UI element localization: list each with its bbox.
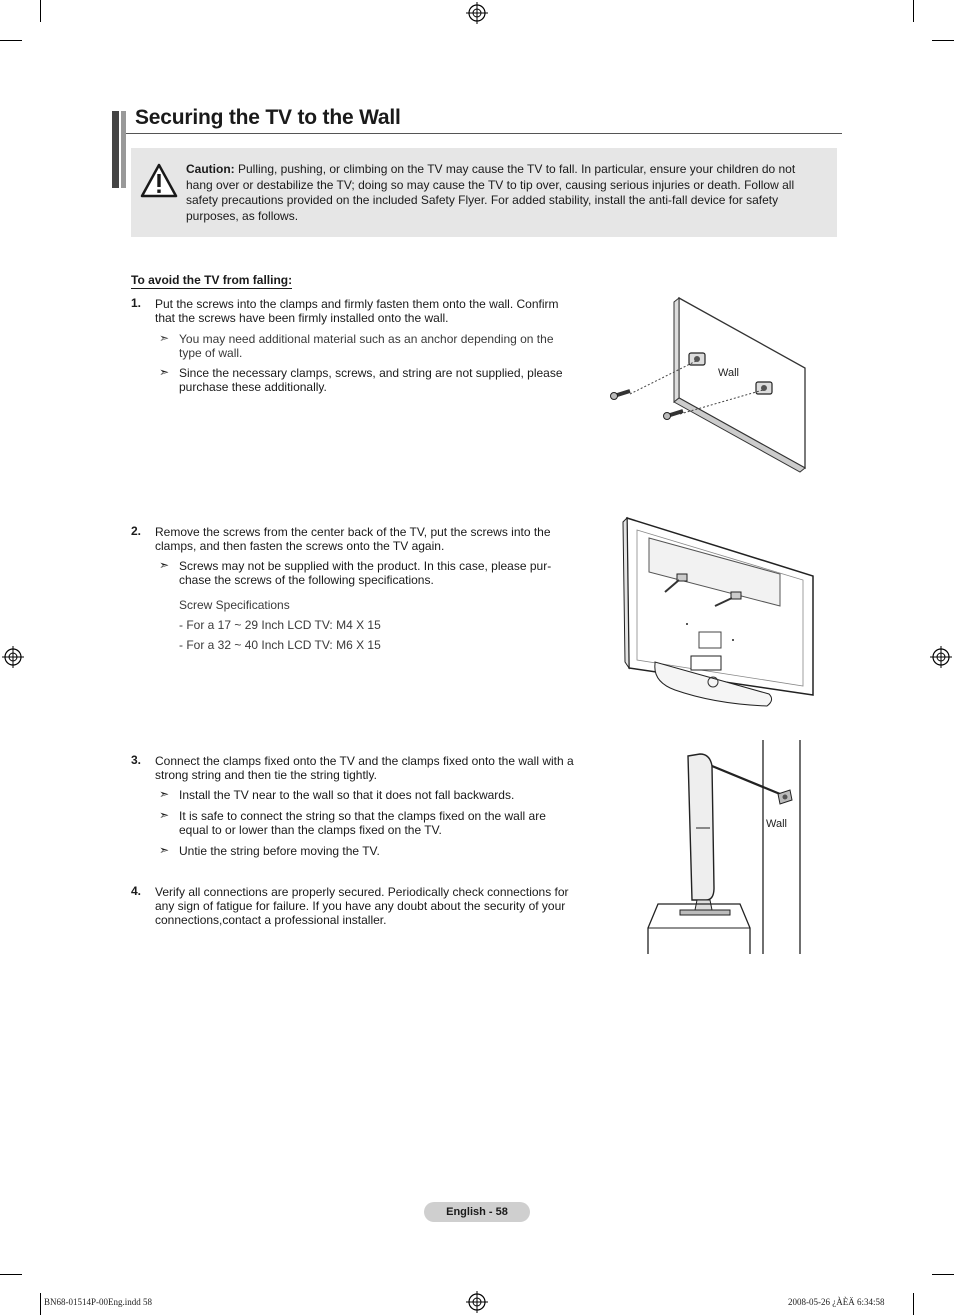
registration-mark-icon: [466, 2, 488, 24]
crop-mark: [0, 1274, 22, 1275]
screw-icon: [611, 391, 631, 400]
step-number: 1.: [131, 296, 142, 310]
note-arrow-icon: ➣: [159, 808, 170, 822]
step-text: Connect the clamps fixed onto the TV and the clamps fixed onto the wall with a strong string and then tie the string tightly.: [155, 754, 574, 782]
wall-clamp-illustration: [600, 290, 820, 480]
screw-spec-title: Screw Specifications: [179, 598, 290, 612]
clamp-icon: [778, 790, 792, 804]
warning-icon: [140, 163, 178, 199]
note-arrow-icon: ➣: [159, 787, 170, 801]
crop-mark: [913, 1293, 914, 1315]
caution-body: Pulling, pushing, or climbing on the TV may cause the TV to fall. In particular, ensure your children do not hang over or destabilize the TV; doing so may cause the TV to tip over, causing serious injuries or death. Follow all safety precautions provided on the included Safety Flyer. For added stability, install the anti-fall device for safety purposes, as follows.: [186, 162, 796, 223]
step-number: 4.: [131, 884, 142, 898]
crop-mark: [0, 40, 22, 41]
print-slug-timestamp: 2008-05-26 ¿ÀÈÄ 6:34:58: [788, 1297, 885, 1307]
title-underline: [126, 133, 842, 134]
step-note: It is safe to connect the string so that the clamps fixed on the wall are equal to or lower than the clamps fixed on the TV.: [179, 809, 546, 837]
screw-icon: [664, 411, 684, 420]
screw-spec-item: - For a 32 ~ 40 Inch LCD TV: M6 X 15: [179, 638, 381, 652]
title-accent-bar: [121, 111, 126, 188]
step-note: Install the TV near to the wall so that it does not fall backwards.: [179, 788, 515, 802]
page-number-badge: English - 58: [424, 1202, 530, 1222]
clamp-icon: [731, 592, 741, 599]
wall-label: Wall: [766, 818, 787, 830]
caution-label: Caution:: [186, 162, 235, 176]
crop-mark: [932, 1274, 954, 1275]
crop-mark: [40, 1293, 41, 1315]
step-text: Remove the screws from the center back of the TV, put the screws into the clamps, and then fasten the screws onto the TV again.: [155, 525, 551, 553]
print-slug-filename: BN68-01514P-00Eng.indd 58: [44, 1297, 152, 1307]
tv-side-illustration: [640, 738, 810, 956]
crop-mark: [40, 0, 41, 22]
wall-label: Wall: [718, 367, 739, 379]
note-arrow-icon: ➣: [159, 558, 170, 572]
note-arrow-icon: ➣: [159, 365, 170, 379]
section-subheading: To avoid the TV from falling:: [131, 273, 293, 287]
registration-mark-icon: [930, 646, 952, 668]
step-text: Verify all connections are properly secured. Periodically check connections for any sign of fatigue for failure. If you have any doubt about the security of your connections,contact a professional installer.: [155, 885, 569, 927]
step-number: 2.: [131, 524, 142, 538]
step-number: 3.: [131, 753, 142, 767]
screw-spec-item: - For a 17 ~ 29 Inch LCD TV: M4 X 15: [179, 618, 381, 632]
page-title: Securing the TV to the Wall: [135, 106, 401, 129]
crop-mark: [932, 40, 954, 41]
step-note: Untie the string before moving the TV.: [179, 844, 380, 858]
note-arrow-icon: ➣: [159, 331, 170, 345]
clamp-icon: [756, 382, 772, 394]
step-note: Screws may not be supplied with the product. In this case, please pur-chase the screws of the following specifications.: [179, 559, 552, 587]
step-note: Since the necessary clamps, screws, and string are not supplied, please purchase these additionally.: [179, 366, 563, 394]
note-arrow-icon: ➣: [159, 843, 170, 857]
title-accent-bar: [112, 111, 119, 188]
crop-mark: [913, 0, 914, 22]
tv-back-illustration: [615, 510, 825, 715]
step-note: You may need additional material such as an anchor depending on the type of wall.: [179, 332, 554, 360]
caution-text: [186, 162, 822, 224]
step-text: Put the screws into the clamps and firmly fasten them onto the wall. Confirm that the screws have been firmly installed onto the wall.: [155, 297, 559, 325]
registration-mark-icon: [466, 1291, 488, 1313]
registration-mark-icon: [2, 646, 24, 668]
